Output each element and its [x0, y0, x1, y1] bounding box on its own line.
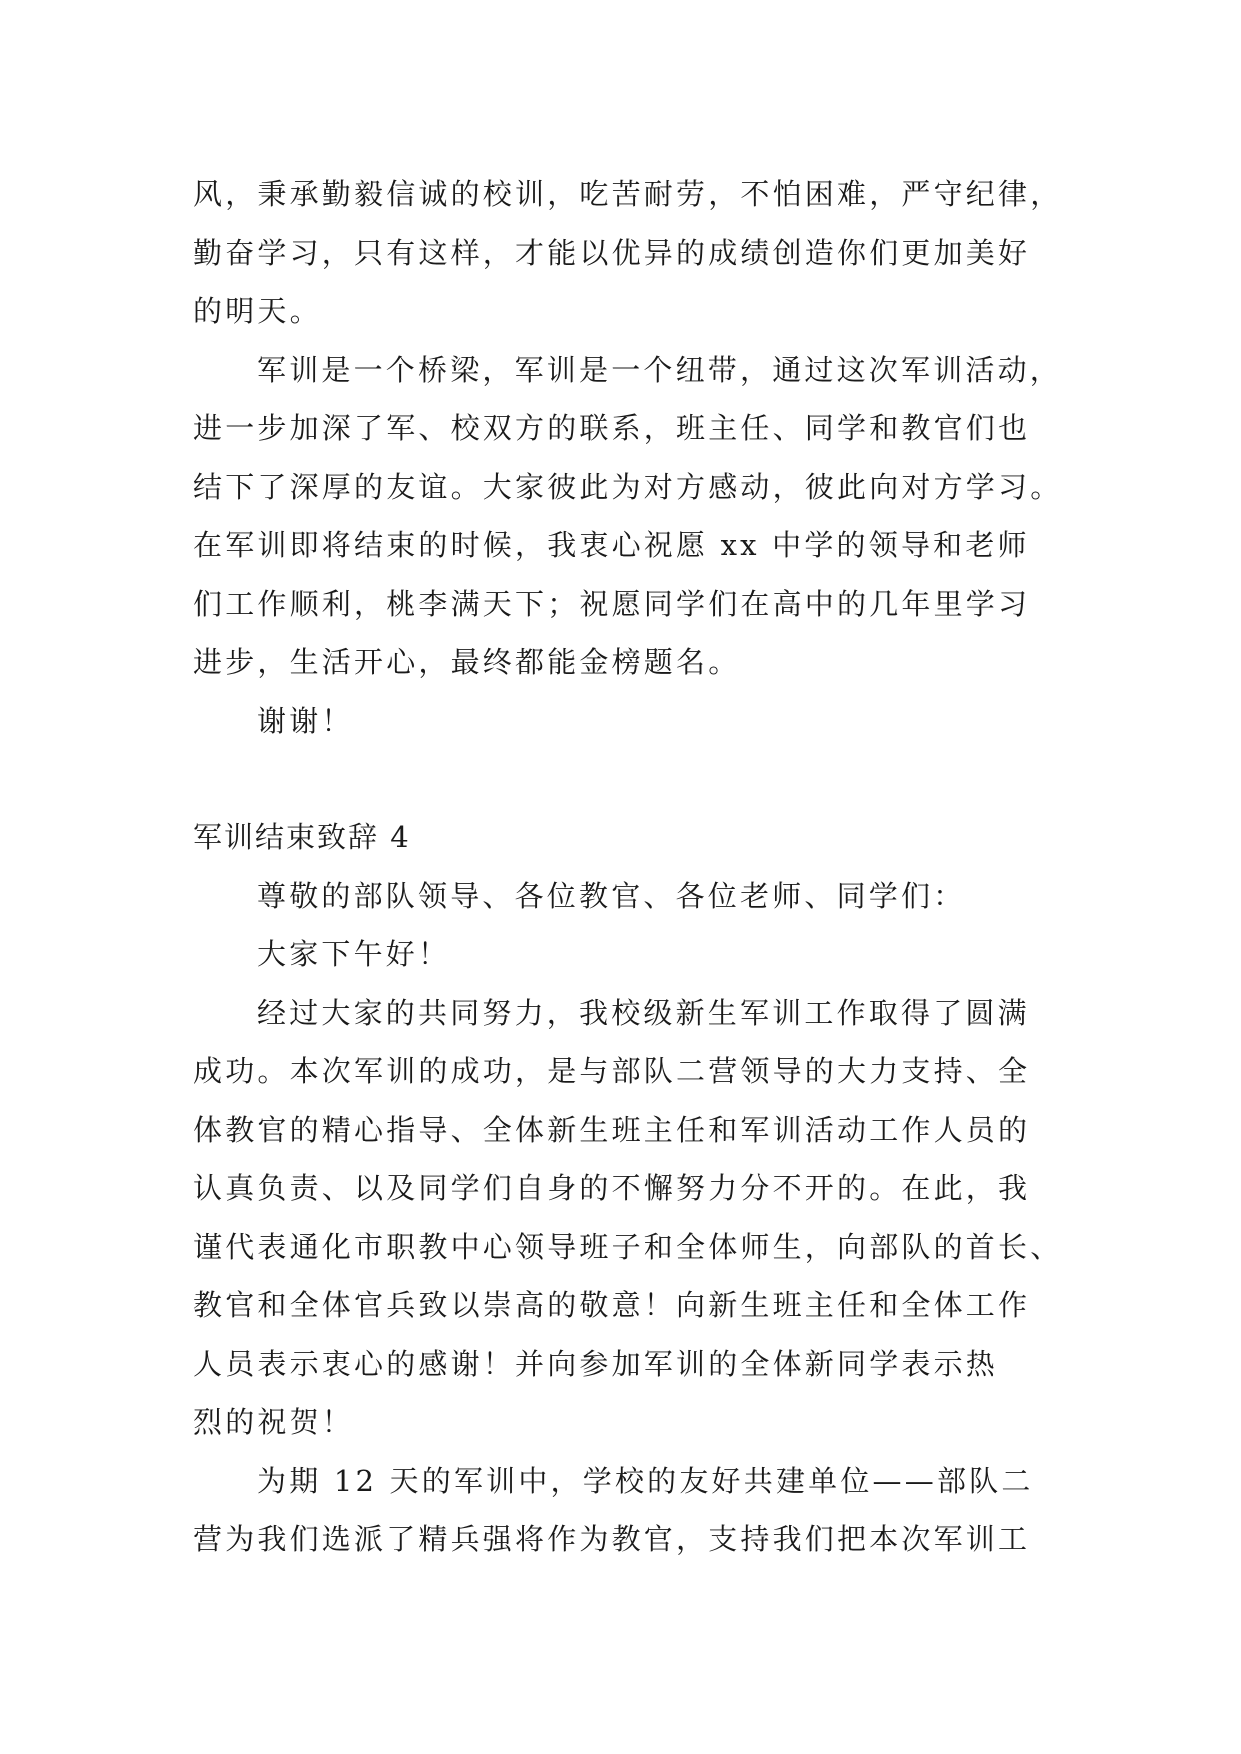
text-line: 进一步加深了军、校双方的联系，班主任、同学和教官们也 — [193, 411, 1031, 445]
text-line: 烈的祝贺！ — [193, 1405, 355, 1439]
paragraph-2 — [193, 341, 1063, 692]
text-line: 营为我们选派了精兵强将作为教官，支持我们把本次军训工 — [193, 1522, 1031, 1556]
text-line: 认真负责、以及同学们自身的不懈努力分不开的。在此，我 — [193, 1171, 1031, 1205]
text-line: 为期 12 天的军训中，学校的友好共建单位——部队二 — [257, 1463, 1034, 1498]
text-line: 勤奋学习，只有这样，才能以优异的成绩创造你们更加美好 — [193, 235, 1031, 270]
section-title: 军训结束致辞 4 — [193, 820, 411, 854]
paragraph-1 — [193, 165, 1063, 341]
text-line: 的明天。 — [193, 294, 322, 328]
text-line: 教官和全体官兵致以崇高的敬意！向新生班主任和全体工作 — [193, 1288, 1031, 1322]
text-line: 们工作顺利，桃李满天下；祝愿同学们在高中的几年里学习 — [193, 586, 1031, 621]
text-line: 体教官的精心指导、全体新生班主任和军训活动工作人员的 — [193, 1112, 1031, 1147]
paragraph-4 — [193, 1452, 1053, 1569]
thanks-line: 谢谢！ — [257, 703, 354, 738]
document-body — [193, 165, 1063, 1569]
text-line: 风，秉承勤毅信诚的校训，吃苦耐劳，不怕困难，严守纪律， — [193, 177, 1063, 211]
text-line: 在军训即将结束的时候，我衷心祝愿 xx 中学的领导和老师 — [193, 528, 1030, 562]
text-line: 成功。本次军训的成功，是与部队二营领导的大力支持、全 — [193, 1054, 1031, 1088]
text-line: 军训是一个桥梁，军训是一个纽带，通过这次军训活动， — [257, 352, 1063, 387]
text-line: 结下了深厚的友谊。大家彼此为对方感动，彼此向对方学习。 — [193, 469, 1063, 504]
salutation: 尊敬的部队领导、各位教官、各位老师、同学们： — [257, 878, 966, 913]
text-line: 进步，生活开心，最终都能金榜题名。 — [193, 645, 741, 679]
greeting: 大家下午好！ — [257, 937, 451, 971]
text-line: 经过大家的共同努力，我校级新生军训工作取得了圆满 — [257, 995, 1030, 1030]
paragraph-3 — [193, 984, 1063, 1452]
text-line: 人员表示衷心的感谢！并向参加军训的全体新同学表示热 — [193, 1346, 999, 1381]
text-line: 谨代表通化市职教中心领导班子和全体师生，向部队的首长、 — [193, 1229, 1063, 1264]
